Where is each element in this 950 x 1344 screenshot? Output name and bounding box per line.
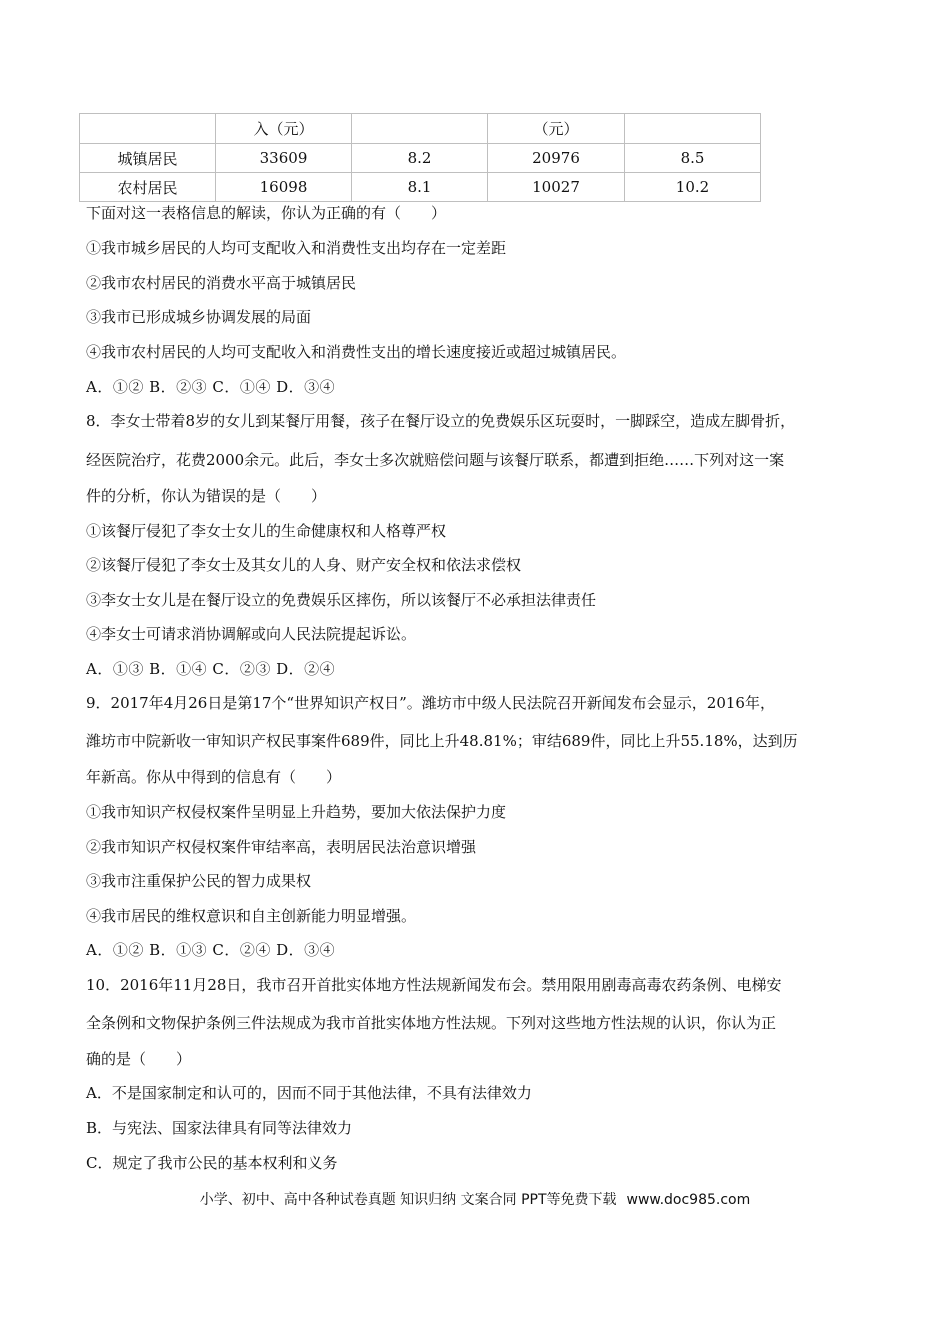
question-8-stem-line: 8．李女士带着8岁的女儿到某餐厅用餐，孩子在餐厅设立的免费娱乐区玩耍时，一脚踩空，造成左脚骨折， (86, 412, 796, 430)
question-9-item: ①我市知识产权侵权案件呈明显上升趋势，要加大依法保护力度 (86, 803, 507, 821)
table-row (80, 144, 761, 173)
table-cell: 10027 (488, 173, 625, 202)
question-7-item: ①我市城乡居民的人均可支配收入和消费性支出均存在一定差距 (86, 239, 507, 257)
question-7-item: ④我市农村居民的人均可支配收入和消费性支出的增长速度接近或超过城镇居民。 (86, 343, 627, 361)
question-9-item: ④我市居民的维权意识和自主创新能力明显增强。 (86, 907, 417, 925)
question-8-item: ③李女士女儿是在餐厅设立的免费娱乐区摔伤，所以该餐厅不必承担法律责任 (86, 591, 597, 609)
question-8-item: ④李女士可请求消协调解或向人民法院提起诉讼。 (86, 625, 417, 643)
question-9-item: ②我市知识产权侵权案件审结率高，表明居民法治意识增强 (86, 838, 477, 856)
question-9-item: ③我市注重保护公民的智力成果权 (86, 872, 312, 890)
table-cell: 33609 (216, 144, 352, 173)
question-9-stem-line: 9．2017年4月26日是第17个“世界知识产权日”。潍坊市中级人民法院召开新闻发布会显示，2016年， (86, 694, 775, 712)
table-cell: 10.2 (625, 173, 761, 202)
question-10-stem-line: 确的是（ ） (86, 1050, 192, 1068)
table-cell (80, 114, 216, 144)
question-9-stem-line: 潍坊市中院新收一审知识产权民事案件689件，同比上升48.81%；审结689件，同比上升55.18%，达到历 (86, 732, 798, 750)
table-cell (352, 114, 488, 144)
table-cell: 农村居民 (80, 173, 216, 202)
question-7-stem: 下面对这一表格信息的解读，你认为正确的有（ ） (86, 204, 447, 222)
question-9-options: A．①② B．①③ C．②④ D．③④ (86, 941, 336, 959)
table-cell: 8.2 (352, 144, 488, 173)
question-10-option: A．不是国家制定和认可的，因而不同于其他法律，不具有法律效力 (86, 1084, 532, 1102)
question-8-stem-line: 经医院治疗，花费2000余元。此后，李女士多次就赔偿问题与该餐厅联系，都遭到拒绝……下列对这一案 (86, 451, 785, 469)
table-cell: 8.1 (352, 173, 488, 202)
table-cell: 8.5 (625, 144, 761, 173)
table-cell: 城镇居民 (80, 144, 216, 173)
table-cell: 20976 (488, 144, 625, 173)
question-8-options: A．①③ B．①④ C．②③ D．②④ (86, 660, 336, 678)
table-header-row (80, 114, 761, 144)
footer-text: 小学、初中、高中各种试卷真题 知识归纳 文案合同 PPT等免费下载 (199, 1192, 617, 1208)
question-8-item: ②该餐厅侵犯了李女士及其女儿的人身、财产安全权和依法求偿权 (86, 556, 522, 574)
table-cell: （元） (488, 114, 625, 144)
question-10-stem-line: 全条例和文物保护条例三件法规成为我市首批实体地方性法规。下列对这些地方性法规的认识，你认为正 (86, 1014, 777, 1032)
question-8-stem-line: 件的分析，你认为错误的是（ ） (86, 487, 327, 505)
question-9-stem-line: 年新高。你从中得到的信息有（ ） (86, 768, 342, 786)
question-7-item: ③我市已形成城乡协调发展的局面 (86, 308, 312, 326)
table-cell: 16098 (216, 173, 352, 202)
table-cell: 入（元） (216, 114, 352, 144)
footer-link[interactable]: www.doc985.com (626, 1192, 751, 1208)
question-10-stem-line: 10．2016年11月28日，我市召开首批实体地方性法规新闻发布会。禁用限用剧毒高毒农药条例、电梯安 (86, 976, 782, 994)
table-cell (625, 114, 761, 144)
question-8-item: ①该餐厅侵犯了李女士女儿的生命健康权和人格尊严权 (86, 522, 447, 540)
question-7-options: A．①② B．②③ C．①④ D．③④ (86, 378, 336, 396)
table-row (80, 173, 761, 202)
question-7-item: ②我市农村居民的消费水平高于城镇居民 (86, 274, 357, 292)
question-10-option: B．与宪法、国家法律具有同等法律效力 (86, 1119, 353, 1137)
page-footer (0, 1190, 950, 1210)
income-expense-table (79, 113, 761, 202)
question-10-option: C．规定了我市公民的基本权利和义务 (86, 1154, 338, 1172)
